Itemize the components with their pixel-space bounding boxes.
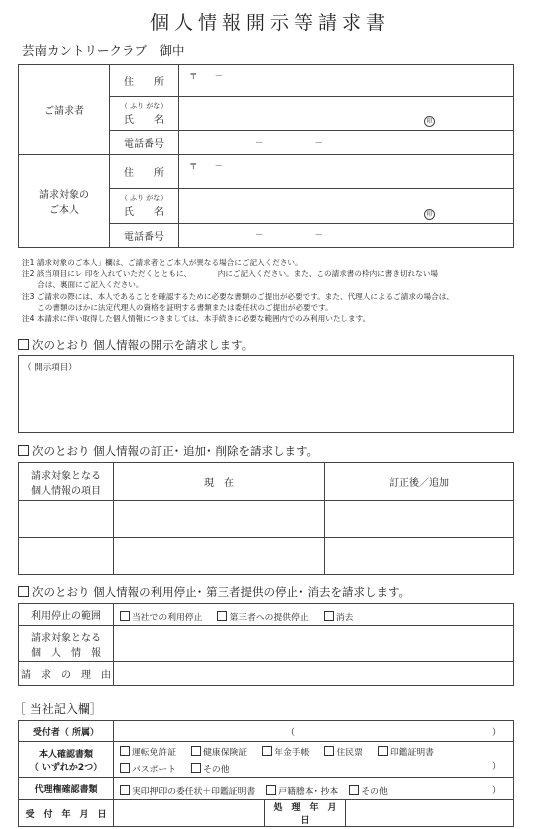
subject-phone-field[interactable]: － －: [179, 223, 514, 247]
note-line: 注1 請求対象のご本人」欄は、ご請求者とご本人が異なる場合にご記入ください。: [22, 258, 303, 267]
stop-use-target-label: 請求対象となる 個 人 情 報: [19, 626, 114, 662]
correction-checkbox[interactable]: [18, 445, 29, 456]
id-doc-option[interactable]: 住民票: [324, 748, 362, 758]
note-line: 注3 ご請求の際には、本人であることを確認するために必要な書類のご提出が必要です。また、代理人によるご請求の場合は、: [22, 291, 454, 301]
subject-label: 請求対象の ご本人: [19, 155, 110, 248]
company-addressee: 芸南カントリークラブ 御中: [22, 43, 185, 58]
agent-docs-label: 代理権確認書類: [19, 778, 114, 800]
received-date-label: 受 付 年 月 日: [19, 800, 114, 827]
stop-use-reason-label: 請 求 の 理 由: [19, 662, 114, 686]
note-line: 注4 本請求に伴い取得した個人情報につきましては、本手続きに必要な範囲内でのみ利用いたします。: [22, 314, 371, 324]
agent-doc-option[interactable]: 戸籍謄本･ 抄本: [266, 787, 338, 797]
stop-use-option[interactable]: 第三者への提供停止: [217, 613, 308, 623]
requester-phone-label: 電話番号: [110, 131, 179, 155]
id-doc-option[interactable]: その他: [191, 765, 229, 775]
stop-use-options: [114, 604, 514, 626]
id-doc-option[interactable]: 健康保険証: [191, 748, 247, 758]
correction-col-new: 訂正後／追加: [325, 463, 514, 501]
requester-name-label: （ ふり がな） 氏 名: [110, 97, 179, 131]
processed-date-field[interactable]: [346, 800, 514, 827]
id-doc-option[interactable]: 印鑑証明書: [378, 748, 434, 758]
requester-address-field[interactable]: 〒 －: [179, 65, 514, 97]
correction-table: [18, 462, 514, 575]
correction-cell[interactable]: [19, 538, 114, 575]
agent-doc-option[interactable]: その他: [349, 787, 387, 797]
agent-docs-options: 実印押印の委任状＋印鑑証明書 戸籍謄本･ 抄本 その他 ）: [114, 778, 514, 800]
subject-name-label: （ ふり がな） 氏 名: [110, 188, 179, 223]
requester-table: [18, 64, 514, 248]
subject-address-label: 住 所: [110, 155, 179, 188]
requester-phone-field[interactable]: － －: [179, 131, 514, 155]
id-docs-label: 本人確認書類 （ いずれか2つ）: [19, 742, 114, 778]
received-date-field[interactable]: [114, 800, 265, 827]
correction-cell[interactable]: [19, 501, 114, 538]
correction-col-current: 現 在: [114, 463, 325, 501]
correction-cell[interactable]: [325, 501, 514, 538]
stop-use-reason-field[interactable]: [114, 662, 514, 686]
stop-use-heading: 次のとおり 個人情報の利用停止･ 第三者提供の停止･ 消去を請求します。: [18, 584, 410, 600]
subject-phone-label: 電話番号: [110, 223, 179, 247]
requester-name-field[interactable]: [179, 97, 514, 131]
requester-label: ご請求者: [19, 65, 110, 155]
stop-use-option[interactable]: 消去: [324, 613, 354, 623]
disclosure-heading: 次のとおり 個人情報の開示を請求します。: [18, 337, 253, 353]
notes: [22, 257, 532, 324]
stop-use-table: [18, 603, 514, 686]
stop-use-range-label: 利用停止の範囲: [19, 604, 114, 626]
correction-col-item: 請求対象となる 個人情報の項目: [19, 463, 114, 501]
subject-name-field[interactable]: [179, 188, 514, 223]
requester-address-label: 住 所: [110, 65, 179, 97]
disclosure-items-field[interactable]: （ 開示項目）: [19, 356, 514, 433]
receiver-label: 受付者（ 所属）: [19, 721, 114, 742]
stop-use-checkbox[interactable]: [18, 586, 29, 597]
id-doc-option[interactable]: 運転免許証: [120, 748, 176, 758]
id-doc-option[interactable]: 年金手帳: [262, 748, 309, 758]
note-line: 注2 該当項目にレ 印を入れていただくとともに、 内にご記入ください。また、この請求書の枠内に書き切れない場: [22, 269, 438, 279]
receiver-field[interactable]: （ ）: [114, 721, 514, 742]
id-doc-option[interactable]: パスポート: [120, 765, 176, 775]
correction-cell[interactable]: [114, 538, 325, 575]
processed-date-label: 処 理 年 月 日: [265, 800, 346, 827]
office-table: [18, 720, 514, 827]
note-line: 合は、裏面にご記入ください。: [22, 280, 144, 290]
stop-use-option[interactable]: 当社での利用停止: [120, 613, 202, 623]
subject-address-field[interactable]: 〒 －: [179, 155, 514, 188]
agent-doc-option[interactable]: 実印押印の委任状＋印鑑証明書: [120, 787, 255, 797]
correction-cell[interactable]: [325, 538, 514, 575]
note-line: この書類のほかに法定代理人の資格を証明する書類または委任状のご提出が必要です。: [22, 302, 333, 312]
page-title: 個人情報開示等請求書: [149, 12, 390, 34]
stop-use-target-field[interactable]: [114, 626, 514, 662]
office-heading: ［ 当社記入欄］: [14, 702, 102, 716]
seal-mark: 印: [424, 116, 435, 127]
correction-cell[interactable]: [114, 501, 325, 538]
id-docs-options: 運転免許証 健康保険証 年金手帳 住民票 印鑑証明書 パスポート その他 ）: [114, 742, 514, 778]
disclosure-checkbox[interactable]: [18, 339, 29, 350]
correction-heading: 次のとおり 個人情報の訂正･ 追加･ 削除を請求します。: [18, 443, 318, 459]
disclosure-table: [18, 355, 514, 433]
seal-mark: 印: [424, 209, 435, 220]
